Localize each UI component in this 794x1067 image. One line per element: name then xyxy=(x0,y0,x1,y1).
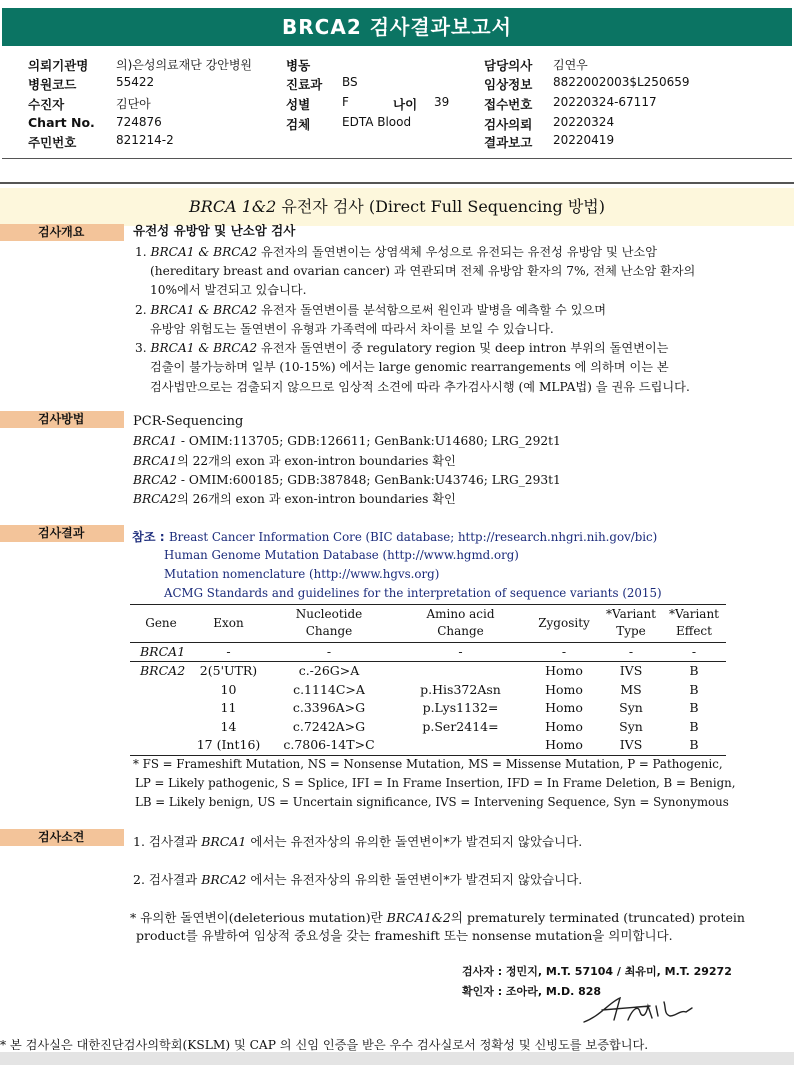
hdr-label: 진료과 xyxy=(286,77,323,92)
col-exon: Exon xyxy=(192,605,265,643)
cell: 10 xyxy=(220,681,237,697)
gene: BRCA1 & BRCA2 xyxy=(150,245,258,259)
cell: 2(5'UTR) xyxy=(199,663,258,679)
cell: 14 xyxy=(220,718,237,734)
overview-line: (hereditary breast and ovarian cancer) 과 연관되며 전체 유방암 환자의 7%, 전체 난소암 환자의 xyxy=(150,264,696,278)
overview-line xyxy=(135,303,606,318)
cell: B xyxy=(689,700,699,716)
reference-item: Breast Cancer Information Core (BIC database; http://research.nhgri.nih.gov/bic) xyxy=(169,530,658,544)
text: 2. 검사결과 xyxy=(133,872,202,887)
cell: Homo xyxy=(528,736,600,755)
table-row xyxy=(130,718,726,737)
gene: BRCA2 xyxy=(133,473,178,487)
cell: 11 xyxy=(220,700,237,716)
text: 에서는 유전자상의 유의한 돌연변이*가 발견되지 않았습니다. xyxy=(246,834,583,849)
text: - OMIM:600185; GDB:387848; GenBank:U43746; LRG_293t1 xyxy=(177,473,561,487)
cell: - xyxy=(192,642,265,662)
hdr-value: 55422 xyxy=(116,75,155,89)
cell xyxy=(130,699,192,718)
gene: BRCA2 xyxy=(201,872,247,887)
confirmer-line: 확인자 : 조아라, M.D. 828 xyxy=(462,985,602,998)
hdr-label: 검사의뢰 xyxy=(484,117,533,132)
overview-line: 유방암 위험도는 돌연변이 유형과 가족력에 따라서 차이를 보일 수 있습니다. xyxy=(150,322,554,336)
cell xyxy=(393,736,528,755)
table-header-row xyxy=(130,605,726,643)
cell: - xyxy=(600,642,662,662)
cell: c.-26G>A xyxy=(298,663,360,679)
abbrev-footnote: * FS = Frameshift Mutation, NS = Nonsense Mutation, MS = Missense Mutation, P = Pathogenic, xyxy=(133,757,723,771)
cell: c.7242A>G xyxy=(292,718,366,734)
cell xyxy=(393,662,528,681)
cell: p.His372Asn xyxy=(420,681,501,697)
text: 1. 검사결과 xyxy=(133,834,202,849)
cell: c.7806-14T>C xyxy=(265,736,393,755)
table-row xyxy=(130,736,726,755)
cell: - xyxy=(662,642,726,662)
cell: IVS xyxy=(600,736,662,755)
section-label-findings: 검사소견 xyxy=(0,829,124,846)
method-name: PCR-Sequencing xyxy=(133,414,244,429)
hdr-label: 검체 xyxy=(286,117,311,132)
hdr-value: BS xyxy=(342,75,358,89)
variant-table xyxy=(130,604,726,756)
cell xyxy=(130,681,192,700)
abbrev-footnote: LB = Likely benign, US = Uncertain significance, IVS = Intervening Sequence, Syn = Synonymous xyxy=(135,795,729,809)
reference-item: Human Genome Mutation Database (http://www.hgmd.org) xyxy=(164,548,519,562)
hdr-value: 8822002003$L250659 xyxy=(553,75,690,89)
cell: Homo xyxy=(545,681,583,697)
overview-line xyxy=(135,245,657,260)
test-title-gene: BRCA 1&2 xyxy=(189,197,277,216)
text: 유전자 돌연변이 중 regulatory region 및 deep intron 부위의 돌연변이는 xyxy=(257,341,669,355)
hdr-label: 결과보고 xyxy=(484,135,533,150)
cell: B xyxy=(662,736,726,755)
gene: BRCA1 xyxy=(201,834,247,849)
cell: Syn xyxy=(619,718,643,734)
cell: Homo xyxy=(545,663,583,679)
certification-footer: * 본 검사실은 대한진단검사의학회(KSLM) 및 CAP 의 신임 인증을 받은 우수 검사실로서 정확성 및 신빙도를 보증합니다. xyxy=(0,1038,649,1052)
text: - OMIM:113705; GDB:126611; GenBank:U14680; LRG_292t1 xyxy=(177,434,561,448)
gene: BRCA1&2 xyxy=(386,910,451,925)
overview-line: 검사법만으로는 검출되지 않으므로 임상적 소견에 따라 추가검사시행 (예 MLPA법) 을 권유 드립니다. xyxy=(150,380,690,394)
cell: Homo xyxy=(545,718,583,734)
hdr-value: 821214-2 xyxy=(116,133,174,147)
abbrev-footnote: LP = Likely pathogenic, S = Splice, IFI = In Frame Insertion, IFD = In Frame Deletion, B = Benign, xyxy=(135,776,736,790)
finding-line xyxy=(133,872,582,888)
col-gene: Gene xyxy=(130,605,192,643)
text: 유전자의 돌연변이는 상염색체 우성으로 유전되는 유전성 유방암 및 난소암 xyxy=(257,245,657,259)
examiner-line: 검사자 : 정민지, M.T. 57104 / 최유미, M.T. 29272 xyxy=(462,965,732,978)
section-label-method: 검사방법 xyxy=(0,411,124,428)
col-nucleotide: Nucleotide Change xyxy=(265,605,393,643)
finding-line xyxy=(133,834,582,850)
signature-scribble xyxy=(580,992,710,1028)
cell: B xyxy=(689,718,699,734)
cell: - xyxy=(265,642,393,662)
col-variant-type: *Variant Type xyxy=(600,605,662,643)
gene: BRCA1 xyxy=(133,434,178,448)
overview-line: 검출이 불가능하며 일부 (10-15%) 에서는 large genomic rearrangements 에 의하며 이는 본 xyxy=(150,360,669,374)
cell: c.1114C>A xyxy=(293,681,365,697)
overview-line xyxy=(135,341,668,356)
overview-line: 10%에서 발견되고 있습니다. xyxy=(150,283,307,297)
gene: BRCA1 xyxy=(133,454,178,468)
gene: BRCA1 & BRCA2 xyxy=(150,341,258,355)
gene: BRCA1 & BRCA2 xyxy=(150,303,258,317)
test-title xyxy=(0,188,794,226)
hdr-label: 임상정보 xyxy=(484,77,533,92)
text: 유전자 돌연변이를 분석함으로써 원인과 발병을 예측할 수 있으며 xyxy=(257,303,607,317)
overview-heading: 유전성 유방암 및 난소암 검사 xyxy=(133,223,296,238)
cell: - xyxy=(393,642,528,662)
hdr-value: F xyxy=(342,95,349,109)
gene: BRCA2 xyxy=(133,492,178,506)
cell: B xyxy=(689,663,699,679)
num: 2. xyxy=(135,303,151,317)
cell: MS xyxy=(620,681,642,697)
hdr-value: 20220419 xyxy=(553,133,615,147)
cell xyxy=(130,736,192,755)
section-label-overview: 검사개요 xyxy=(0,224,124,241)
method-line xyxy=(133,473,561,488)
text: 에서는 유전자상의 유의한 돌연변이*가 발견되지 않았습니다. xyxy=(246,872,583,887)
cell: BRCA2 xyxy=(140,663,186,679)
reference-item: Mutation nomenclature (http://www.hgvs.org) xyxy=(164,567,440,581)
report-title-banner: BRCA2 검사결과보고서 xyxy=(2,8,792,46)
table-row xyxy=(130,681,726,700)
page-bottom-edge xyxy=(0,1052,794,1065)
header-divider xyxy=(2,158,792,159)
table-row xyxy=(130,699,726,718)
text: 의 prematurely terminated (truncated) protein xyxy=(450,910,745,925)
hdr-value: 김단아 xyxy=(116,97,151,111)
col-zygosity: Zygosity xyxy=(528,605,600,643)
hdr-value: 김연우 xyxy=(553,58,588,72)
age-label: 나이 xyxy=(393,97,418,112)
hdr-label: 병원코드 xyxy=(28,77,77,92)
cell: BRCA1 xyxy=(130,642,192,662)
method-line xyxy=(133,434,561,449)
hdr-label: 접수번호 xyxy=(484,97,533,112)
hdr-label: 수진자 xyxy=(28,97,65,112)
age-value: 39 xyxy=(434,95,450,109)
num: 3. xyxy=(135,341,151,355)
table-row xyxy=(130,662,726,681)
reference-item: ACMG Standards and guidelines for the interpretation of sequence variants (2015) xyxy=(164,586,662,600)
hdr-value: 724876 xyxy=(116,115,162,129)
text: 의 26개의 exon 과 exon-intron boundaries 확인 xyxy=(177,492,456,506)
cell: - xyxy=(528,642,600,662)
col-variant-effect: *Variant Effect xyxy=(662,605,726,643)
cell: c.3396A>G xyxy=(292,700,366,716)
hdr-value: EDTA Blood xyxy=(342,115,412,129)
hdr-label: 병동 xyxy=(286,58,311,73)
finding-note xyxy=(130,910,745,926)
text: 의 22개의 exon 과 exon-intron boundaries 확인 xyxy=(177,454,456,468)
hdr-label: 주민번호 xyxy=(28,135,77,150)
num: 1. xyxy=(135,245,151,259)
hdr-label: 의뢰기관명 xyxy=(28,58,89,73)
finding-note: product를 유발하여 임상적 중요성을 갖는 frameshift 또는 nonsense mutation을 의미합니다. xyxy=(136,928,673,943)
hdr-label: Chart No. xyxy=(28,115,95,130)
table-row xyxy=(130,642,726,662)
cell: Homo xyxy=(545,700,583,716)
cell: B xyxy=(689,681,699,697)
section-label-results: 검사결과 xyxy=(0,525,124,542)
cell: p.Ser2414= xyxy=(422,718,499,734)
cell: 17 (Int16) xyxy=(192,736,265,755)
cell: Syn xyxy=(619,700,643,716)
hdr-value: 20220324 xyxy=(553,115,615,129)
cell: p.Lys1132= xyxy=(422,700,499,716)
cell xyxy=(130,718,192,737)
hdr-value: 의)은성의료재단 강안병원 xyxy=(116,58,253,72)
method-line xyxy=(133,492,456,507)
cell: IVS xyxy=(619,663,643,679)
method-line xyxy=(133,454,456,469)
col-amino-acid: Amino acid Change xyxy=(393,605,528,643)
reference-label: 참조 : xyxy=(132,530,165,544)
text: * 유의한 돌연변이(deleterious mutation)란 xyxy=(130,910,387,925)
hdr-label: 담당의사 xyxy=(484,58,533,73)
hdr-label: 성별 xyxy=(286,97,311,112)
test-title-rest: 유전자 검사 (Direct Full Sequencing 방법) xyxy=(276,197,605,216)
hdr-value: 20220324-67117 xyxy=(553,95,657,109)
